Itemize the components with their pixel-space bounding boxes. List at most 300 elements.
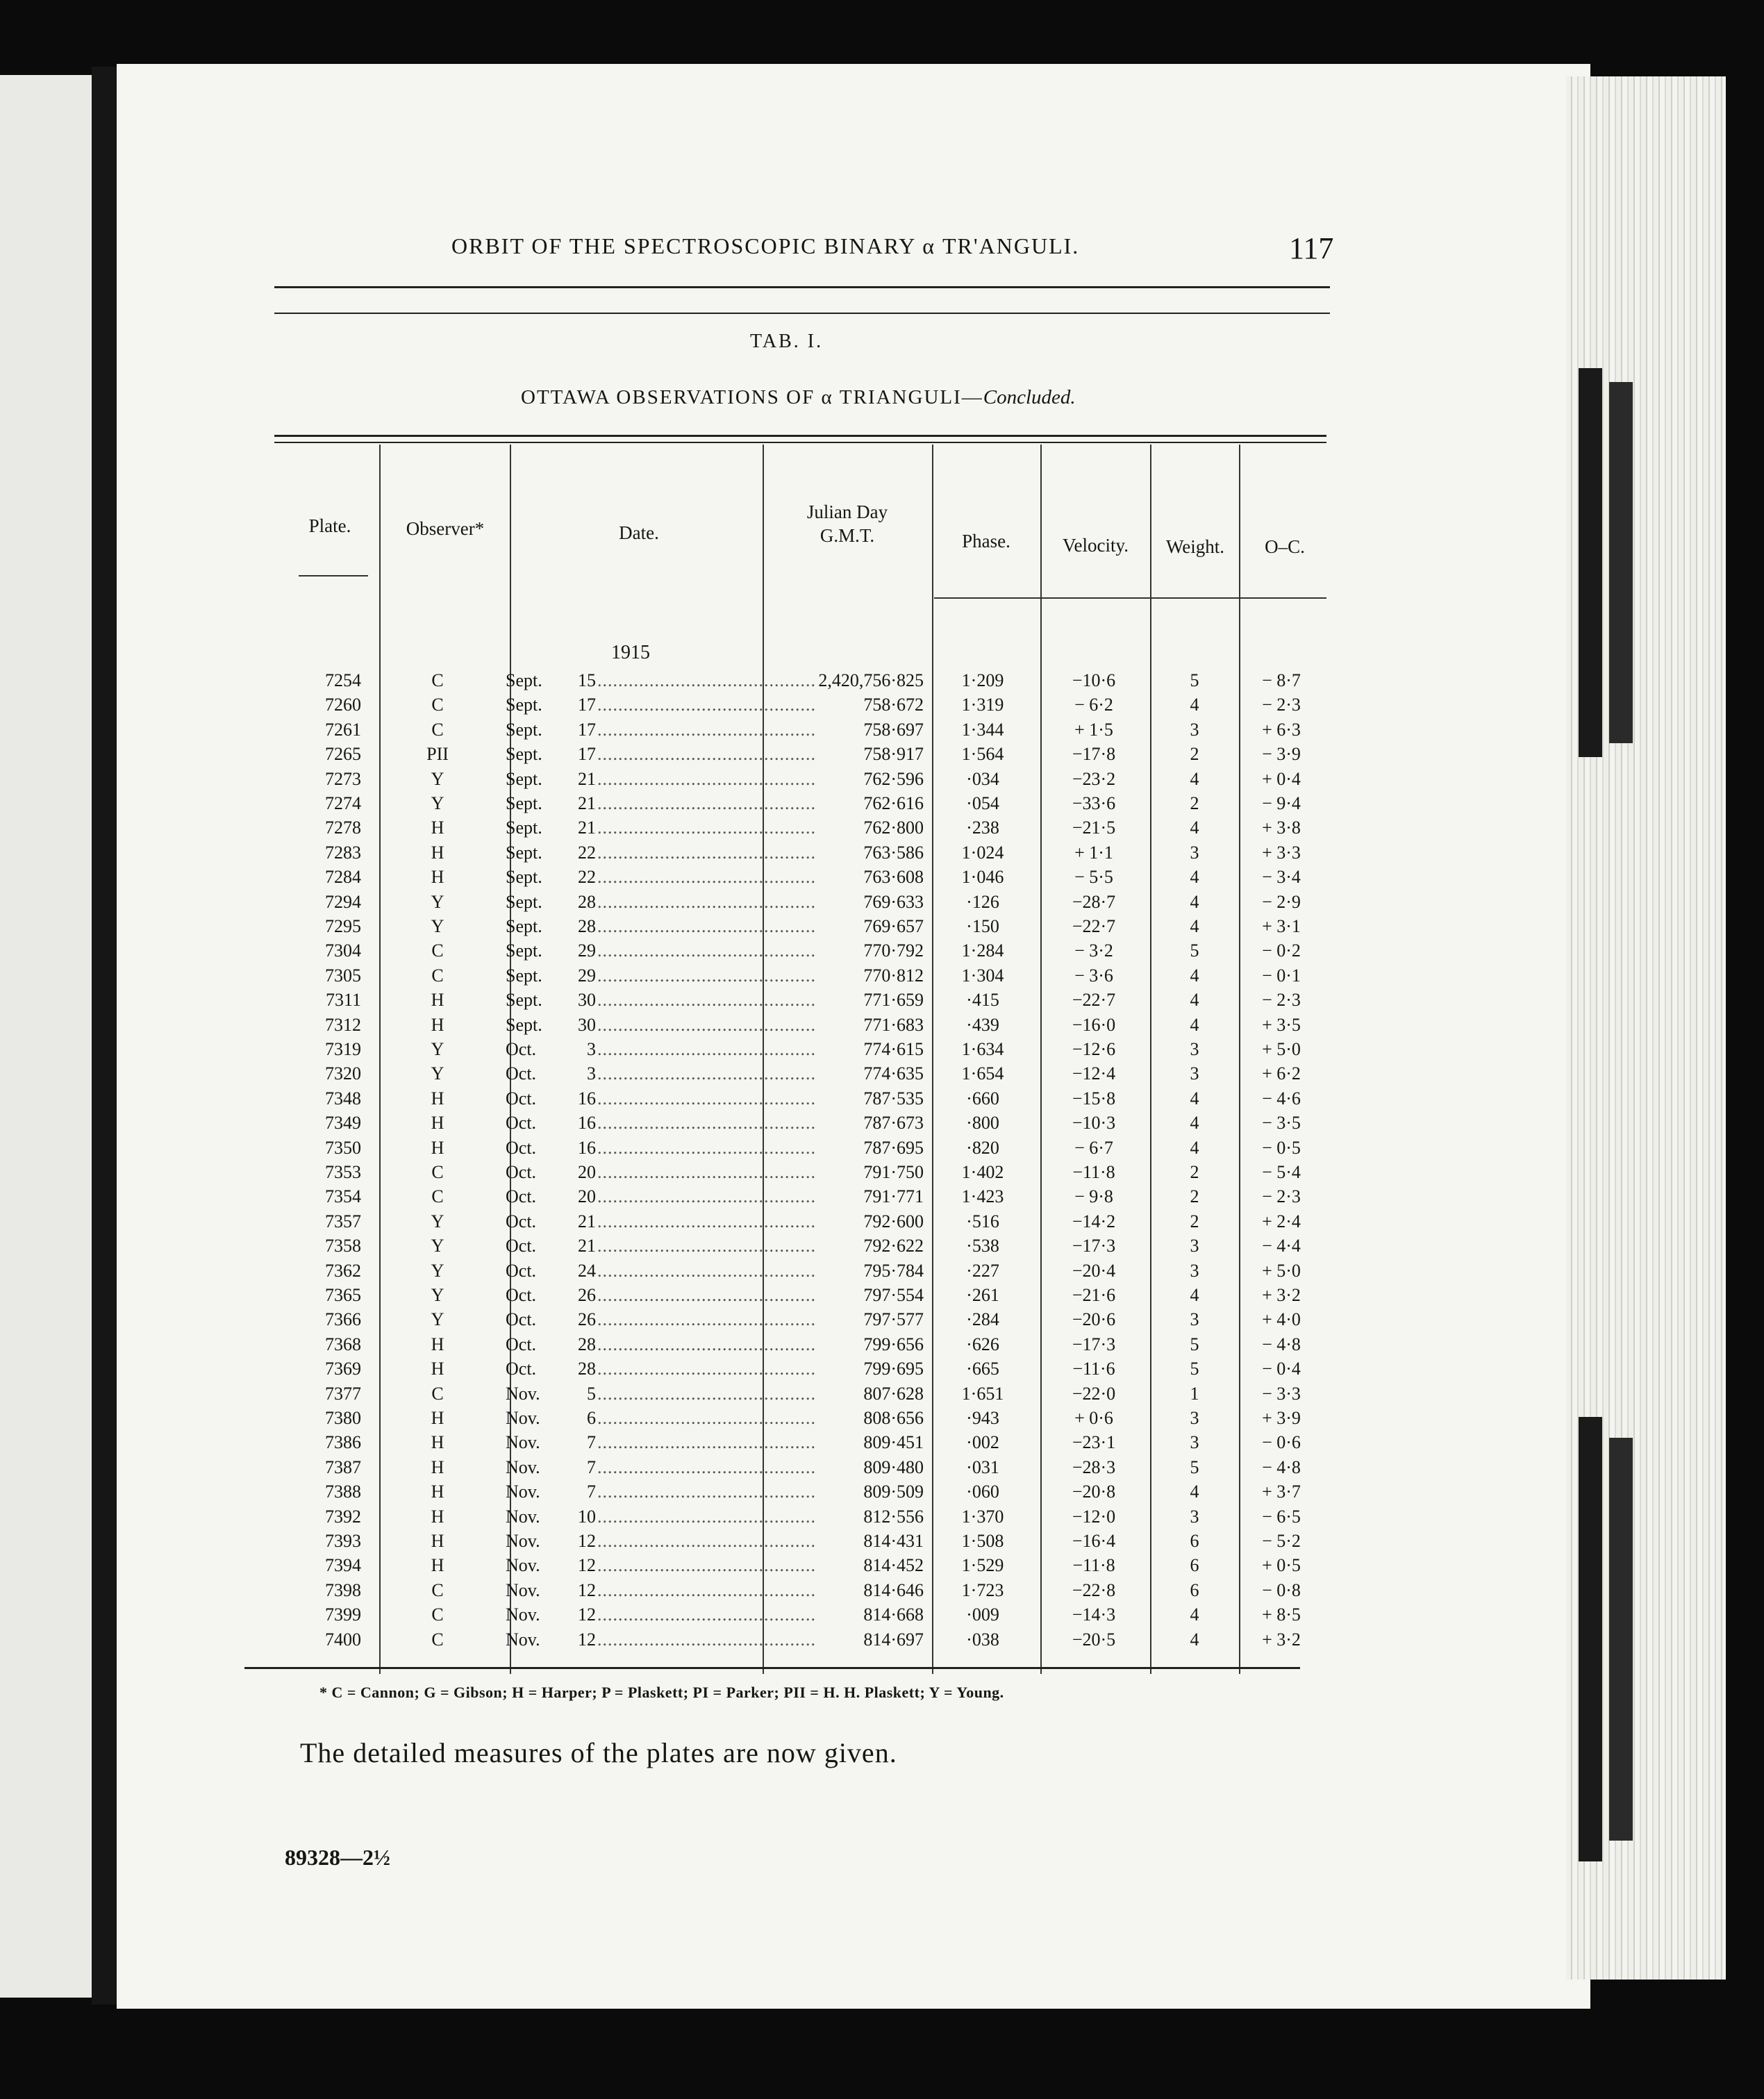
oc-cell: + 3·2 <box>1262 1629 1301 1650</box>
weight-cell: 3 <box>1190 1063 1199 1084</box>
table-top-rule-thin <box>274 442 1326 443</box>
date-month-cell: Nov. <box>506 1604 540 1625</box>
observer-cell: H <box>431 1113 444 1134</box>
table-bottom-rule <box>244 1667 1300 1669</box>
header-underline <box>934 597 1326 599</box>
julian-day-cell: 808·656 <box>863 1408 924 1428</box>
table-row <box>0 1136 1389 1161</box>
julian-day-cell: 774·615 <box>863 1039 924 1059</box>
phase-cell: ·943 <box>966 1408 999 1428</box>
weight-cell: 3 <box>1190 1236 1199 1256</box>
weight-cell: 3 <box>1190 1432 1199 1453</box>
julian-day-cell: 787·695 <box>863 1137 924 1158</box>
table-label: TAB. I. <box>750 331 824 352</box>
velocity-cell: −33·6 <box>1072 793 1116 813</box>
observer-cell: PII <box>426 744 449 765</box>
date-day-cell: 30 <box>578 1014 596 1035</box>
oc-cell: − 0·1 <box>1262 965 1301 986</box>
weight-cell: 6 <box>1190 1579 1199 1600</box>
oc-cell: + 3·8 <box>1262 818 1301 838</box>
oc-cell: − 0·4 <box>1262 1359 1301 1379</box>
date-day-cell: 17 <box>578 719 596 740</box>
header-plate: Plate. <box>308 515 351 536</box>
velocity-cell: − 3·2 <box>1074 940 1113 961</box>
plate-cell: 7320 <box>325 1063 361 1084</box>
dot-leader: .......................................... <box>597 1309 816 1330</box>
weight-cell: 3 <box>1190 842 1199 863</box>
dot-leader: .......................................... <box>597 916 816 936</box>
date-month-cell: Nov. <box>506 1408 540 1428</box>
observer-cell: H <box>431 842 444 863</box>
date-month-cell: Sept. <box>506 916 542 936</box>
phase-cell: 1·209 <box>961 670 1004 690</box>
dot-leader: .......................................... <box>597 1063 816 1084</box>
table-row <box>0 1529 1389 1554</box>
observer-cell: Y <box>431 916 444 936</box>
dot-leader: .......................................... <box>597 719 816 740</box>
julian-day-cell: 762·800 <box>863 818 924 838</box>
header-weight: Weight. <box>1165 536 1225 557</box>
oc-cell: − 3·4 <box>1262 867 1301 888</box>
weight-cell: 3 <box>1190 1408 1199 1428</box>
velocity-cell: − 6·2 <box>1074 695 1113 715</box>
date-day-cell: 17 <box>578 695 596 715</box>
date-month-cell: Sept. <box>506 695 542 715</box>
oc-cell: − 3·5 <box>1262 1113 1301 1134</box>
date-month-cell: Oct. <box>506 1285 537 1305</box>
weight-cell: 3 <box>1190 1039 1199 1059</box>
date-day-cell: 28 <box>578 916 596 936</box>
observer-cell: C <box>431 719 444 740</box>
table-row <box>0 938 1389 963</box>
julian-day-cell: 769·633 <box>863 891 924 912</box>
velocity-cell: − 9·8 <box>1074 1186 1113 1207</box>
julian-day-cell: 787·535 <box>863 1088 924 1109</box>
date-month-cell: Nov. <box>506 1629 540 1650</box>
observer-cell: H <box>431 1482 444 1502</box>
phase-cell: ·238 <box>966 818 999 838</box>
dot-leader: .......................................... <box>597 1383 816 1404</box>
oc-cell: + 3·9 <box>1262 1408 1301 1428</box>
plate-cell: 7366 <box>325 1309 361 1330</box>
weight-cell: 6 <box>1190 1531 1199 1551</box>
weight-cell: 4 <box>1190 695 1199 715</box>
phase-cell: ·002 <box>966 1432 999 1453</box>
date-day-cell: 7 <box>587 1432 596 1453</box>
velocity-cell: −23·2 <box>1072 768 1116 789</box>
dot-leader: .......................................... <box>597 965 816 986</box>
weight-cell: 5 <box>1190 1457 1199 1477</box>
velocity-cell: −22·0 <box>1072 1383 1116 1404</box>
plate-cell: 7274 <box>325 793 361 813</box>
dot-leader: .......................................... <box>597 670 816 690</box>
plate-cell: 7398 <box>325 1579 361 1600</box>
table-row <box>0 1086 1389 1111</box>
phase-cell: 1·723 <box>961 1579 1004 1600</box>
julian-day-cell: 795·784 <box>863 1260 924 1281</box>
table-row <box>0 1553 1389 1578</box>
plate-cell: 7377 <box>325 1383 361 1404</box>
velocity-cell: −12·0 <box>1072 1506 1116 1527</box>
weight-cell: 2 <box>1190 793 1199 813</box>
phase-cell: ·150 <box>966 916 999 936</box>
weight-cell: 3 <box>1190 1506 1199 1527</box>
phase-cell: 1·508 <box>961 1531 1004 1551</box>
velocity-cell: −20·4 <box>1072 1260 1116 1281</box>
date-month-cell: Oct. <box>506 1186 537 1207</box>
plate-cell: 7295 <box>325 916 361 936</box>
table-row <box>0 1283 1389 1308</box>
weight-cell: 5 <box>1190 1359 1199 1379</box>
velocity-cell: −16·0 <box>1072 1014 1116 1035</box>
oc-cell: − 9·4 <box>1262 793 1301 813</box>
observer-cell: Y <box>431 1039 444 1059</box>
weight-cell: 2 <box>1190 1186 1199 1207</box>
plate-cell: 7349 <box>325 1113 361 1134</box>
date-day-cell: 21 <box>578 1211 596 1231</box>
date-month-cell: Sept. <box>506 891 542 912</box>
julian-day-cell: 771·683 <box>863 1014 924 1035</box>
date-month-cell: Sept. <box>506 940 542 961</box>
oc-cell: + 3·5 <box>1262 1014 1301 1035</box>
observer-footnote: * C = Cannon; G = Gibson; H = Harper; P = Plaskett; PI = Parker; PII = H. H. Plaskett; Y = Young. <box>319 1684 1004 1701</box>
date-day-cell: 29 <box>578 940 596 961</box>
velocity-cell: −22·7 <box>1072 916 1116 936</box>
phase-cell: 1·370 <box>961 1506 1004 1527</box>
dot-leader: .......................................... <box>597 1260 816 1281</box>
phase-cell: 1·046 <box>961 867 1004 888</box>
dot-leader: .......................................... <box>597 818 816 838</box>
date-day-cell: 12 <box>578 1629 596 1650</box>
date-month-cell: Oct. <box>506 1088 537 1109</box>
plate-cell: 7368 <box>325 1334 361 1354</box>
observer-cell: C <box>431 695 444 715</box>
observer-cell: H <box>431 1014 444 1035</box>
table-row <box>0 1578 1389 1603</box>
julian-day-cell: 771·659 <box>863 990 924 1011</box>
plate-cell: 7393 <box>325 1531 361 1551</box>
oc-cell: + 0·5 <box>1262 1555 1301 1576</box>
observer-cell: C <box>431 1383 444 1404</box>
julian-day-cell: 763·586 <box>863 842 924 863</box>
julian-day-cell: 797·577 <box>863 1309 924 1330</box>
date-day-cell: 20 <box>578 1162 596 1182</box>
phase-cell: ·261 <box>966 1285 999 1305</box>
date-day-cell: 17 <box>578 744 596 765</box>
plate-cell: 7305 <box>325 965 361 986</box>
date-month-cell: Sept. <box>506 793 542 813</box>
oc-cell: − 3·3 <box>1262 1383 1301 1404</box>
date-month-cell: Nov. <box>506 1531 540 1551</box>
header-phase: Phase. <box>962 531 1010 551</box>
year-label: 1915 <box>611 642 650 663</box>
plate-cell: 7348 <box>325 1088 361 1109</box>
oc-cell: − 5·2 <box>1262 1531 1301 1551</box>
velocity-cell: −17·3 <box>1072 1236 1116 1256</box>
julian-day-cell: 787·673 <box>863 1113 924 1134</box>
weight-cell: 4 <box>1190 990 1199 1011</box>
phase-cell: ·031 <box>966 1457 999 1477</box>
oc-cell: − 0·5 <box>1262 1137 1301 1158</box>
oc-cell: − 2·3 <box>1262 695 1301 715</box>
date-day-cell: 20 <box>578 1186 596 1207</box>
weight-cell: 3 <box>1190 719 1199 740</box>
dot-leader: .......................................... <box>597 695 816 715</box>
table-row <box>0 1013 1389 1038</box>
velocity-cell: −10·6 <box>1072 670 1116 690</box>
velocity-cell: −23·1 <box>1072 1432 1116 1453</box>
table-row <box>0 742 1389 767</box>
phase-cell: ·626 <box>966 1334 999 1354</box>
table-row <box>0 1259 1389 1284</box>
plate-cell: 7400 <box>325 1629 361 1650</box>
table-title-main: OTTAWA OBSERVATIONS OF α TRIANGULI— <box>521 386 983 408</box>
dot-leader: .......................................... <box>597 842 816 863</box>
julian-day-cell: 762·596 <box>863 768 924 789</box>
observer-cell: C <box>431 965 444 986</box>
weight-cell: 4 <box>1190 1482 1199 1502</box>
observer-cell: H <box>431 1334 444 1354</box>
observer-cell: Y <box>431 1063 444 1084</box>
plate-cell: 7273 <box>325 768 361 789</box>
velocity-cell: −21·5 <box>1072 818 1116 838</box>
date-month-cell: Sept. <box>506 1014 542 1035</box>
observer-cell: H <box>431 1408 444 1428</box>
velocity-cell: + 0·6 <box>1074 1408 1113 1428</box>
phase-cell: ·034 <box>966 768 999 789</box>
table-row <box>0 1627 1389 1652</box>
julian-day-cell: 758·697 <box>863 719 924 740</box>
date-day-cell: 29 <box>578 965 596 986</box>
weight-cell: 4 <box>1190 916 1199 936</box>
julian-day-cell: 791·771 <box>863 1186 924 1207</box>
page-number: 117 <box>1289 231 1334 265</box>
oc-cell: − 4·4 <box>1262 1236 1301 1256</box>
table-row <box>0 1357 1389 1382</box>
table-row <box>0 963 1389 988</box>
date-day-cell: 21 <box>578 818 596 838</box>
oc-cell: + 4·0 <box>1262 1309 1301 1330</box>
table-row <box>0 1455 1389 1480</box>
velocity-cell: − 3·6 <box>1074 965 1113 986</box>
julian-day-cell: 809·480 <box>863 1457 924 1477</box>
weight-cell: 6 <box>1190 1555 1199 1576</box>
dot-leader: .......................................... <box>597 1555 816 1576</box>
dot-leader: .......................................... <box>597 1334 816 1354</box>
plate-cell: 7319 <box>325 1039 361 1059</box>
date-day-cell: 28 <box>578 891 596 912</box>
plate-cell: 7283 <box>325 842 361 863</box>
printer-code: 89328—2½ <box>285 1845 390 1870</box>
observer-cell: H <box>431 1137 444 1158</box>
date-month-cell: Sept. <box>506 867 542 888</box>
observer-cell: H <box>431 867 444 888</box>
date-day-cell: 12 <box>578 1555 596 1576</box>
observer-cell: C <box>431 940 444 961</box>
dot-leader: .......................................... <box>597 1285 816 1305</box>
oc-cell: + 0·4 <box>1262 768 1301 789</box>
oc-cell: − 4·8 <box>1262 1457 1301 1477</box>
phase-cell: ·060 <box>966 1482 999 1502</box>
head-rule <box>274 286 1330 288</box>
date-month-cell: Oct. <box>506 1359 537 1379</box>
oc-cell: − 2·3 <box>1262 990 1301 1011</box>
observer-cell: Y <box>431 793 444 813</box>
observer-cell: H <box>431 1555 444 1576</box>
date-month-cell: Oct. <box>506 1162 537 1182</box>
velocity-cell: −15·8 <box>1072 1088 1116 1109</box>
dot-leader: .......................................... <box>597 1113 816 1134</box>
phase-cell: ·439 <box>966 1014 999 1035</box>
date-month-cell: Sept. <box>506 768 542 789</box>
dot-leader: .......................................... <box>597 867 816 888</box>
table-row <box>0 1184 1389 1209</box>
phase-cell: ·800 <box>966 1113 999 1134</box>
velocity-cell: −17·8 <box>1072 744 1116 765</box>
plate-cell: 7387 <box>325 1457 361 1477</box>
velocity-cell: − 6·7 <box>1074 1137 1113 1158</box>
velocity-cell: −20·5 <box>1072 1629 1116 1650</box>
plate-cell: 7284 <box>325 867 361 888</box>
velocity-cell: −20·6 <box>1072 1309 1116 1330</box>
phase-cell: ·538 <box>966 1236 999 1256</box>
observer-cell: H <box>431 1457 444 1477</box>
header-oc: O–C. <box>1265 536 1305 557</box>
plate-cell: 7350 <box>325 1137 361 1158</box>
phase-cell: 1·634 <box>961 1039 1004 1059</box>
date-month-cell: Oct. <box>506 1309 537 1330</box>
dot-leader: .......................................... <box>597 768 816 789</box>
date-month-cell: Nov. <box>506 1555 540 1576</box>
plate-cell: 7254 <box>325 670 361 690</box>
julian-day-cell: 792·622 <box>863 1236 924 1256</box>
julian-day-cell: 758·917 <box>863 744 924 765</box>
phase-cell: 1·024 <box>961 842 1004 863</box>
weight-cell: 4 <box>1190 965 1199 986</box>
oc-cell: − 4·6 <box>1262 1088 1301 1109</box>
oc-cell: − 0·6 <box>1262 1432 1301 1453</box>
observer-cell: C <box>431 1579 444 1600</box>
table-row <box>0 890 1389 915</box>
table-row <box>0 1406 1389 1431</box>
date-day-cell: 10 <box>578 1506 596 1527</box>
observer-cell: H <box>431 990 444 1011</box>
observer-cell: H <box>431 818 444 838</box>
oc-cell: − 8·7 <box>1262 670 1301 690</box>
phase-cell: ·665 <box>966 1359 999 1379</box>
header-underline <box>299 575 368 576</box>
oc-cell: + 6·3 <box>1262 719 1301 740</box>
observer-cell: C <box>431 1162 444 1182</box>
table-row <box>0 1602 1389 1627</box>
weight-cell: 4 <box>1190 1137 1199 1158</box>
observer-cell: C <box>431 670 444 690</box>
date-month-cell: Sept. <box>506 818 542 838</box>
weight-cell: 5 <box>1190 940 1199 961</box>
oc-cell: − 0·2 <box>1262 940 1301 961</box>
julian-day-cell: 814·646 <box>863 1579 924 1600</box>
weight-cell: 4 <box>1190 867 1199 888</box>
phase-cell: 1·284 <box>961 940 1004 961</box>
observer-cell: Y <box>431 1260 444 1281</box>
oc-cell: + 3·1 <box>1262 916 1301 936</box>
velocity-cell: −21·6 <box>1072 1285 1116 1305</box>
dot-leader: .......................................... <box>597 1457 816 1477</box>
julian-day-cell: 792·600 <box>863 1211 924 1231</box>
dot-leader: .......................................... <box>597 793 816 813</box>
plate-cell: 7311 <box>325 990 361 1011</box>
phase-cell: ·227 <box>966 1260 999 1281</box>
julian-day-cell: 791·750 <box>863 1162 924 1182</box>
table-row <box>0 791 1389 816</box>
table-row <box>0 1234 1389 1259</box>
weight-cell: 5 <box>1190 670 1199 690</box>
date-month-cell: Nov. <box>506 1482 540 1502</box>
date-day-cell: 7 <box>587 1482 596 1502</box>
weight-cell: 1 <box>1190 1383 1199 1404</box>
plate-cell: 7304 <box>325 940 361 961</box>
weight-cell: 4 <box>1190 818 1199 838</box>
header-julian-day-line1: Julian Day <box>806 501 888 522</box>
table-title <box>521 386 1076 409</box>
oc-cell: + 6·2 <box>1262 1063 1301 1084</box>
table-row <box>0 1111 1389 1136</box>
dot-leader: .......................................... <box>597 1236 816 1256</box>
julian-day-cell: 797·554 <box>863 1285 924 1305</box>
table-row <box>0 1504 1389 1529</box>
edge-print-mark <box>1609 382 1633 743</box>
phase-cell: 1·654 <box>961 1063 1004 1084</box>
dot-leader: .......................................... <box>597 1482 816 1502</box>
velocity-cell: −11·8 <box>1072 1555 1115 1576</box>
plate-cell: 7353 <box>325 1162 361 1182</box>
dot-leader: .......................................... <box>597 1432 816 1453</box>
table-row <box>0 914 1389 939</box>
julian-day-cell: 809·509 <box>863 1482 924 1502</box>
date-month-cell: Oct. <box>506 1211 537 1231</box>
dot-leader: .......................................... <box>597 1162 816 1182</box>
plate-cell: 7312 <box>325 1014 361 1035</box>
phase-cell: ·516 <box>966 1211 999 1231</box>
date-day-cell: 21 <box>578 768 596 789</box>
date-day-cell: 15 <box>578 670 596 690</box>
julian-day-cell: 799·695 <box>863 1359 924 1379</box>
velocity-cell: −16·4 <box>1072 1531 1116 1551</box>
julian-day-cell: 770·792 <box>863 940 924 961</box>
date-day-cell: 26 <box>578 1309 596 1330</box>
weight-cell: 4 <box>1190 768 1199 789</box>
dot-leader: .......................................... <box>597 990 816 1011</box>
dot-leader: .......................................... <box>597 1088 816 1109</box>
oc-cell: + 3·3 <box>1262 842 1301 863</box>
weight-cell: 3 <box>1190 1260 1199 1281</box>
velocity-cell: −11·8 <box>1072 1162 1115 1182</box>
julian-day-cell: 774·635 <box>863 1063 924 1084</box>
plate-cell: 7386 <box>325 1432 361 1453</box>
oc-cell: − 4·8 <box>1262 1334 1301 1354</box>
edge-print-mark <box>1579 368 1602 757</box>
julian-day-cell: 814·452 <box>863 1555 924 1576</box>
plate-cell: 7388 <box>325 1482 361 1502</box>
plate-cell: 7278 <box>325 818 361 838</box>
date-month-cell: Oct. <box>506 1334 537 1354</box>
phase-cell: ·660 <box>966 1088 999 1109</box>
dot-leader: .......................................... <box>597 1579 816 1600</box>
table-row <box>0 1160 1389 1185</box>
date-day-cell: 3 <box>587 1039 596 1059</box>
date-day-cell: 26 <box>578 1285 596 1305</box>
dot-leader: .......................................... <box>597 1039 816 1059</box>
